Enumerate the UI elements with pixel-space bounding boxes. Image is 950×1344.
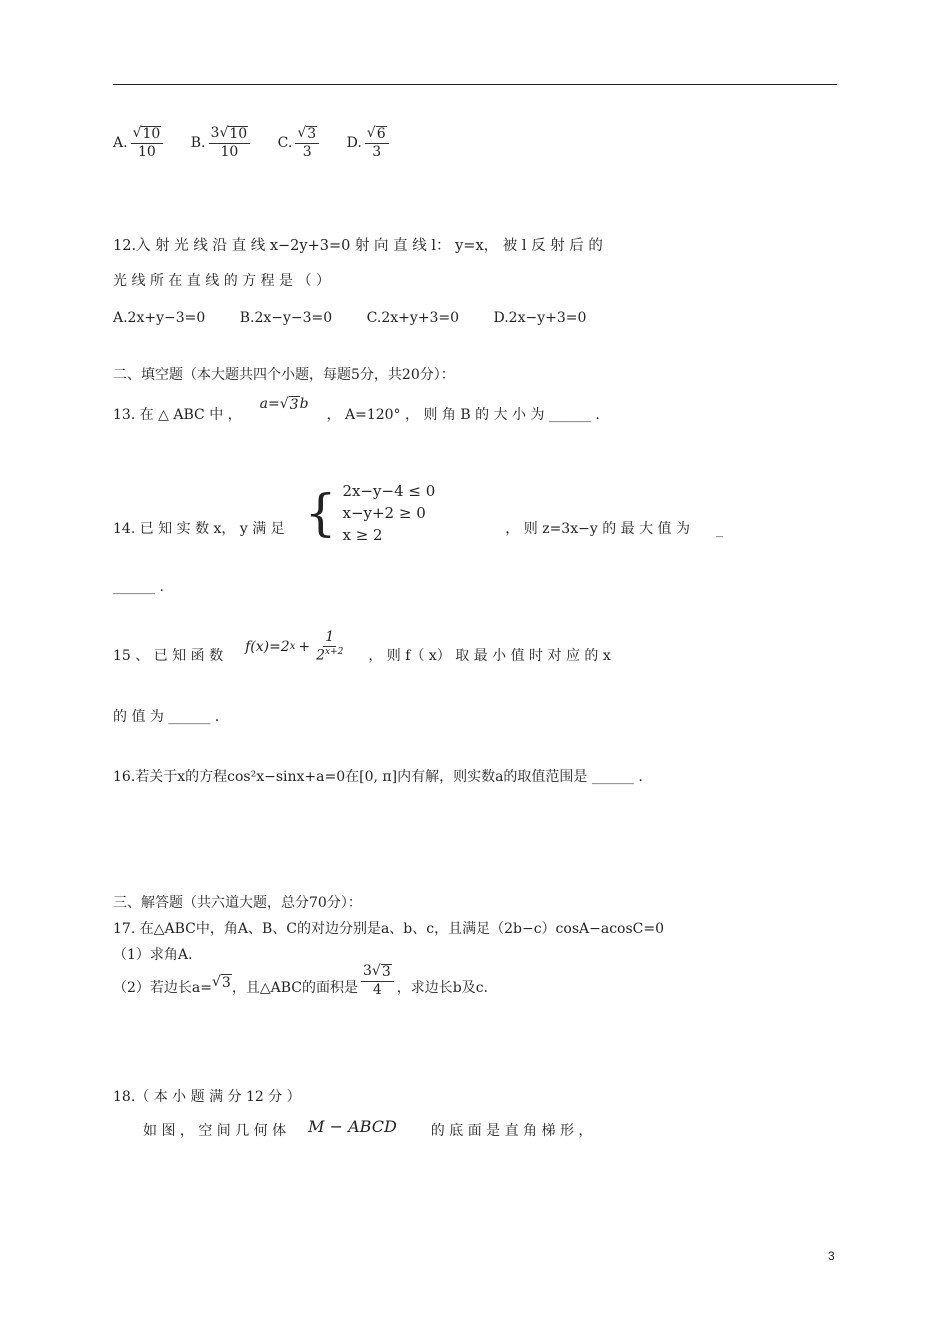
q12-option-c: C.2x+y+3=0: [366, 310, 460, 326]
q17-line1: 17. 在△ABC中，角A、B、C的对边分别是a、b、c，且满足（2b−c）cosA−acosC=0: [113, 921, 664, 937]
section3-heading: 三、解答题（共六道大题，总分70分）：: [113, 895, 362, 911]
header-rule: [113, 84, 837, 85]
q16: 16.若关于x的方程cos²x−sinx+a=0在[0, π]内有解，则实数a的取值范围是 ______ .: [113, 769, 643, 785]
q15: 15 、 已 知 函 数 f(x)=2 x + $\frac{1}{2^{x+2}}$ ， 则 f（ x） 取 最 小 值 时 对 应 的 x: [113, 629, 611, 664]
q11-options: [113, 126, 412, 159]
q15-line2: 的 值 为 ______ .: [113, 709, 220, 725]
q14-line2: ______ .: [113, 579, 164, 595]
q11-option-c: C. √ 3 3: [278, 126, 323, 159]
q12-line1: 12.入 射 光 线 沿 直 线 x−2y+3=0 射 向 直 线 l： y=x， 被 l 反 射 后 的: [113, 238, 603, 254]
q11-option-d: D. √ 6 3: [347, 126, 392, 159]
q11-option-a: A. √ 10 10: [113, 126, 166, 159]
q12-option-b: B.2x−y−3=0: [239, 310, 333, 326]
q17-sqrt: √ 3: [211, 974, 231, 992]
q15-function: f(x)=2 x + $\frac{1}{2^{x+2}}$: [245, 629, 344, 664]
q14: 14. 已 知 实 数 x， y 满 足 { 2x−y−4 ≤ 0 x−y+2 ≥ 0 x ≥ 2 ， 则 z=3x−y 的 最 大 值 为 _: [113, 482, 723, 544]
q18-solid-name: M − ABCD: [308, 1116, 397, 1136]
q17-area-fraction: 3 √ 3 4: [361, 964, 394, 997]
q13-formula: a= √ 3 b: [259, 395, 309, 413]
q13: 13. 在 △ ABC 中 ， a= √ 3 b ， A=120° ， 则 角 B 的 大 小 为 ______ .: [113, 395, 600, 423]
q12-line2: 光 线 所 在 直 线 的 方 程 是 （ ）: [113, 273, 330, 289]
q12-options: [113, 310, 586, 326]
section2-heading: 二、填空题（本大题共四个小题，每题5分，共20分）：: [113, 367, 455, 383]
q12-option-a: A.2x+y−3=0: [113, 310, 206, 326]
q17-part2: （2）若边长a= √ 3 ，且△ABC的面积是 3 √ 3 4 ，求边长b及c.: [113, 963, 488, 998]
q17-part1: （1）求角A.: [113, 947, 193, 963]
left-brace: {: [304, 484, 337, 542]
q12-option-d: D.2x−y+3=0: [493, 310, 587, 326]
q18-line2: 如 图 ， 空 间 几 何 体 M − ABCD 的 底 面 是 直 角 梯 形 ，: [143, 1116, 593, 1139]
q18-line1: 18.（ 本 小 题 满 分 12 分 ）: [113, 1089, 301, 1105]
q11-option-b: B. 3 √ 10 10: [191, 126, 253, 159]
q14-constraint-system: { 2x−y−4 ≤ 0 x−y+2 ≥ 0 x ≥ 2: [304, 482, 436, 544]
page-number: 3: [828, 1249, 835, 1263]
